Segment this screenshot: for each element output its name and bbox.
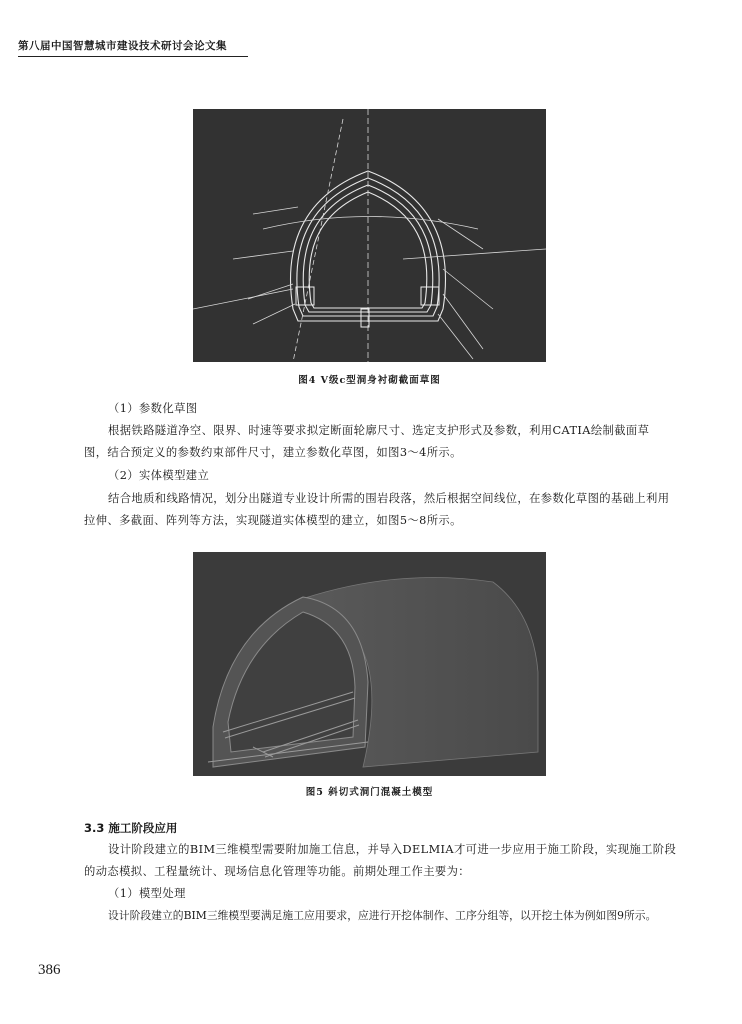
paragraph-line: 图，结合预定义的参数约束部件尺寸，建立参数化草图，如图3～4所示。 <box>84 446 462 459</box>
figure-5-portal-model <box>193 552 546 776</box>
subsection-title: （1）模型处理 <box>108 887 186 900</box>
paragraph-line: 根据铁路隧道净空、限界、时速等要求拟定断面轮廓尺寸、选定支护形式及参数，利用CATIA绘制截面草 <box>108 424 650 437</box>
header-rule <box>18 56 248 57</box>
figure-5-caption: 图5 斜切式洞门混凝土模型 <box>305 787 434 798</box>
subsection-title: （1）参数化草图 <box>108 402 198 415</box>
figure-4-caption: 图4 V级c型洞身衬砌截面草图 <box>298 375 441 386</box>
running-header: 第八届中国智慧城市建设技术研讨会论文集 <box>18 40 227 52</box>
section-heading: 3.3 施工阶段应用 <box>84 821 178 835</box>
paragraph-line: 设计阶段建立的BIM三维模型需要附加施工信息，并导入DELMIA才可进一步应用于施工阶段，实现施工阶段 <box>108 843 677 856</box>
paragraph-line: 设计阶段建立的BIM三维模型要满足施工应用要求，应进行开挖体制作、工序分组等，以开挖土体为例如图9所示。 <box>108 909 657 922</box>
subsection-title: （2）实体模型建立 <box>108 469 210 482</box>
figure-4-cross-section-sketch <box>193 109 546 362</box>
portal-model-render <box>193 552 546 776</box>
paragraph-line: 拉伸、多截面、阵列等方法，实现隧道实体模型的建立，如图5～8所示。 <box>84 514 462 527</box>
page-number: 386 <box>38 962 61 978</box>
cross-section-drawing <box>193 109 546 362</box>
paragraph-line: 结合地质和线路情况，划分出隧道专业设计所需的围岩段落，然后根据空间线位，在参数化草图的基础上利用 <box>108 492 670 505</box>
paragraph-line: 的动态模拟、工程量统计、现场信息化管理等功能。前期处理工作主要为： <box>84 865 471 878</box>
